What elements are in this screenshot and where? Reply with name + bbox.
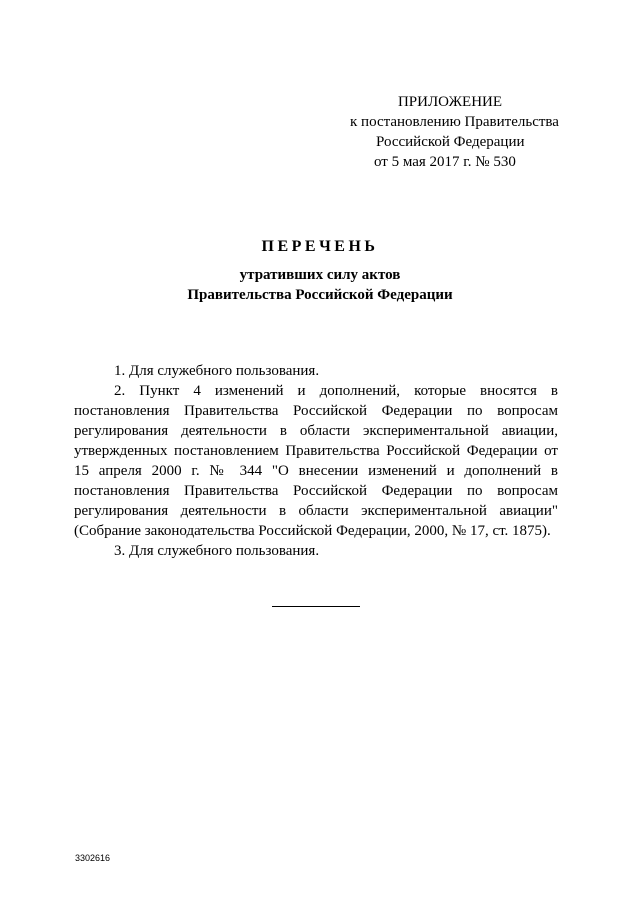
list-item-2: 2. Пункт 4 изменений и дополнений, которые вносятся в постановления Правительства Российской Федерации по вопросам регулирования деятельности в области экспериментальной авиации, утвержденных постановлением Правительства Российской Федерации от 15 апреля 2000 г. № 344 "О внесении изменений и дополнений в постановления Правительства Российской Федерации по вопросам регулирования деятельности в области экспериментальной авиации" (Собрание законодательства Российской Федерации, 2000, № 17, ст. 1875). — [74, 383, 558, 539]
document-body — [74, 361, 558, 561]
list-item-3: 3. Для служебного пользования. — [114, 543, 320, 559]
footer-code: 3302616 — [75, 853, 111, 863]
subtitle-line-2: Правительства Российской Федерации — [187, 287, 453, 303]
appendix-block — [300, 92, 560, 172]
subtitle-line-1: утративших силу актов — [239, 267, 401, 283]
document-subtitle — [0, 265, 640, 305]
closing-rule — [272, 606, 360, 607]
appendix-line-2: Российской Федерации — [376, 134, 525, 150]
appendix-line-1: к постановлению Правительства — [350, 114, 559, 130]
appendix-heading: ПРИЛОЖЕНИЕ — [397, 94, 503, 110]
document-title: ПЕРЕЧЕНЬ — [261, 238, 379, 255]
list-item-1: 1. Для служебного пользования. — [114, 363, 320, 379]
appendix-line-3: от 5 мая 2017 г. № 530 — [374, 154, 516, 170]
